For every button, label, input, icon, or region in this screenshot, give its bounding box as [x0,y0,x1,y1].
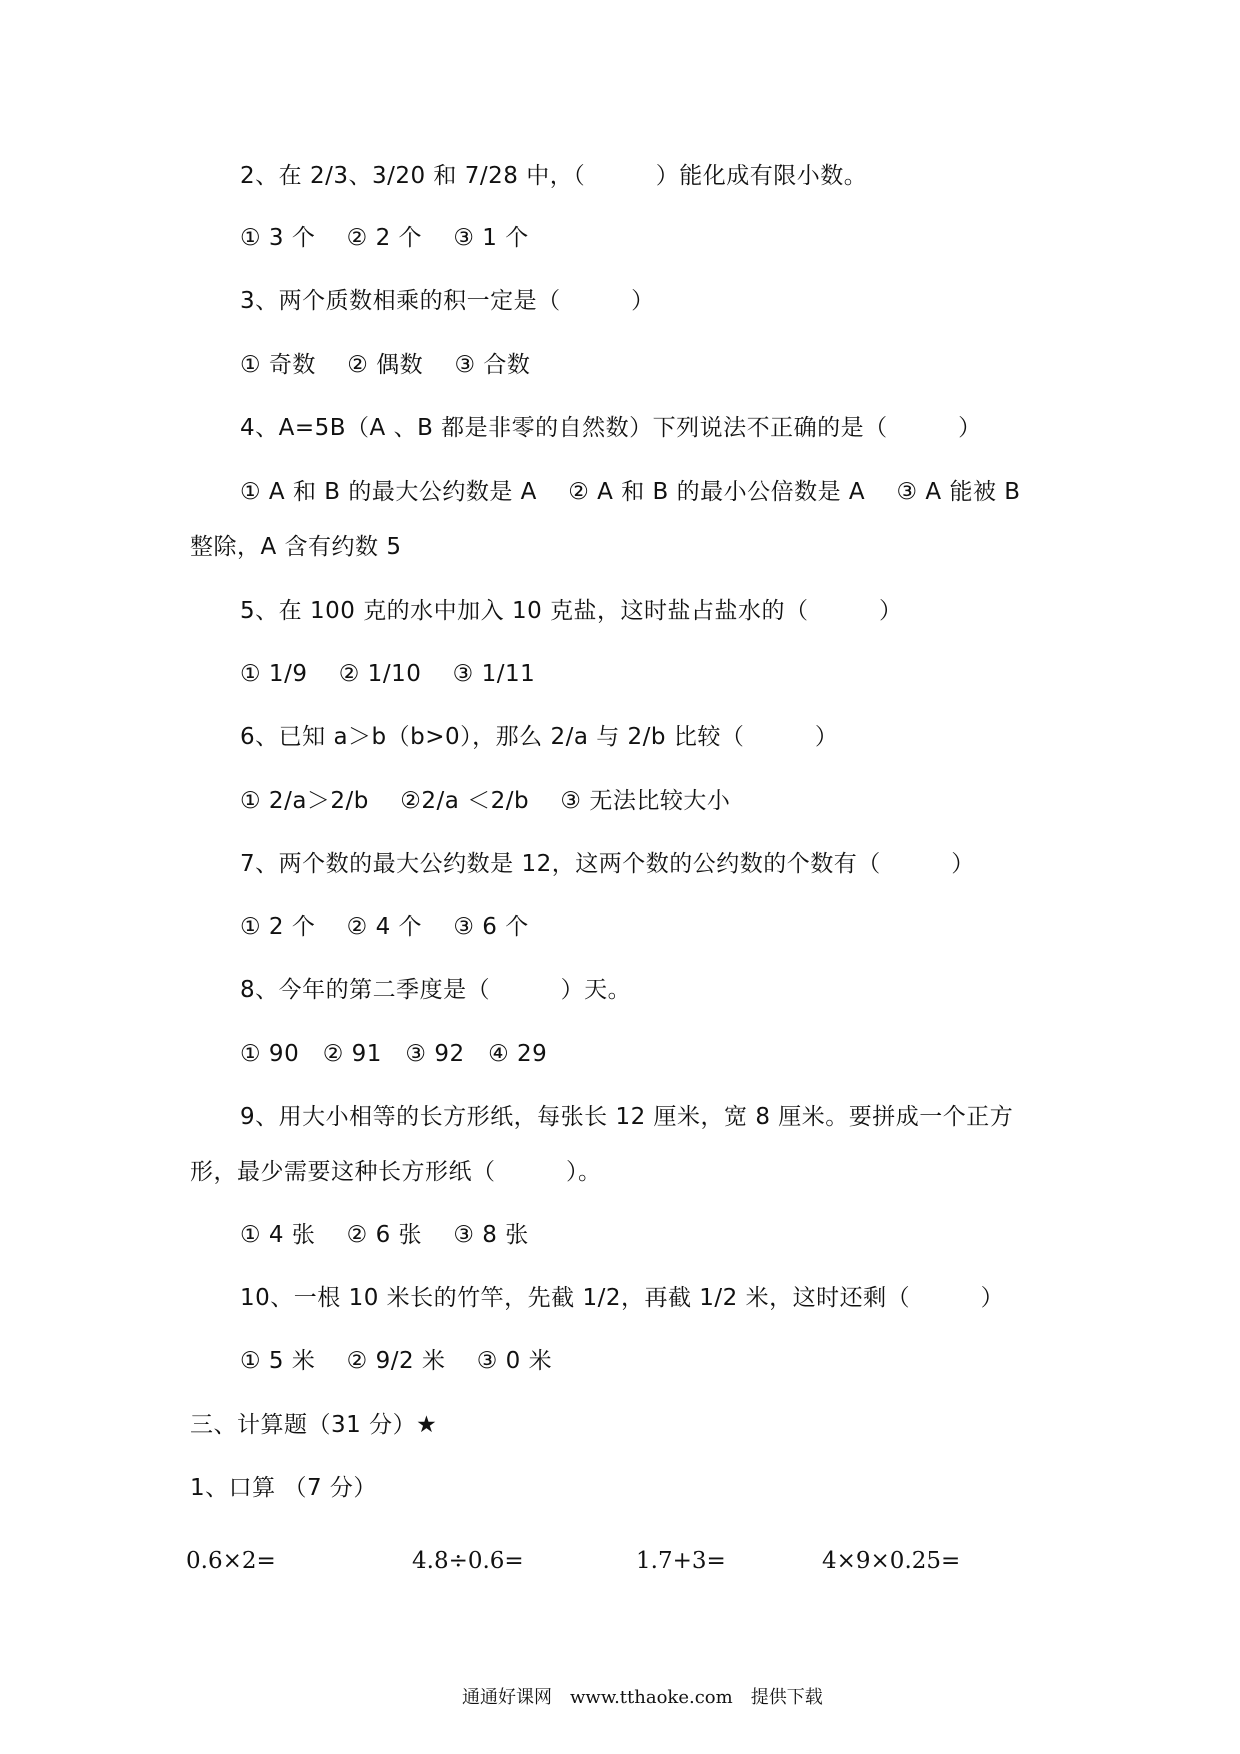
calc-item: 1.7+3= [636,1548,726,1574]
question-8-options: ① 90 ② 91 ③ 92 ④ 29 [240,1041,548,1067]
question-7-text: 7、两个数的最大公约数是 12，这两个数的公约数的个数有（ ） [240,851,975,877]
calc-item: 4.8÷0.6= [412,1548,524,1574]
question-4-text: 4、A=5B（A 、B 都是非零的自然数）下列说法不正确的是（ ） [240,415,982,441]
question-4-options-line1: ① A 和 B 的最大公约数是 A ② A 和 B 的最小公倍数是 A ③ A 能被 B [240,479,1021,505]
question-3-text: 3、两个质数相乘的积一定是（ ） [240,288,655,314]
question-8-text: 8、今年的第二季度是（ ）天。 [240,977,632,1003]
question-10-text: 10、一根 10 米长的竹竿，先截 1/2，再截 1/2 米，这时还剩（ ） [240,1285,1005,1311]
question-6-text: 6、已知 a＞b（b>0），那么 2/a 与 2/b 比较（ ） [240,724,839,750]
question-10-options: ① 5 米 ② 9/2 米 ③ 0 米 [240,1348,553,1374]
section-3-subsection-1: 1、口算 （7 分） [190,1475,377,1501]
question-4-options-line2: 整除，A 含有约数 5 [190,534,402,560]
section-3-title: 三、计算题（31 分）★ [190,1412,438,1438]
question-9-text-line1: 9、用大小相等的长方形纸，每张长 12 厘米，宽 8 厘米。要拼成一个正方 [240,1104,1014,1130]
question-7-options: ① 2 个 ② 4 个 ③ 6 个 [240,914,529,940]
question-2-options: ① 3 个 ② 2 个 ③ 1 个 [240,225,529,251]
question-2-text: 2、在 2/3、3/20 和 7/28 中，（ ）能化成有限小数。 [240,163,868,189]
question-9-options: ① 4 张 ② 6 张 ③ 8 张 [240,1222,529,1248]
question-5-text: 5、在 100 克的水中加入 10 克盐，这时盐占盐水的（ ） [240,598,903,624]
question-3-options: ① 奇数 ② 偶数 ③ 合数 [240,352,531,378]
page-footer: 通通好课网 www.tthaoke.com 提供下载 [462,1687,823,1708]
calc-item: 4×9×0.25= [822,1548,961,1574]
question-9-text-line2: 形，最少需要这种长方形纸（ ）。 [190,1159,602,1185]
question-5-options: ① 1/9 ② 1/10 ③ 1/11 [240,661,536,687]
calc-item: 0.6×2= [186,1548,276,1574]
question-6-options: ① 2/a＞2/b ②2/a ＜2/b ③ 无法比较大小 [240,788,731,814]
